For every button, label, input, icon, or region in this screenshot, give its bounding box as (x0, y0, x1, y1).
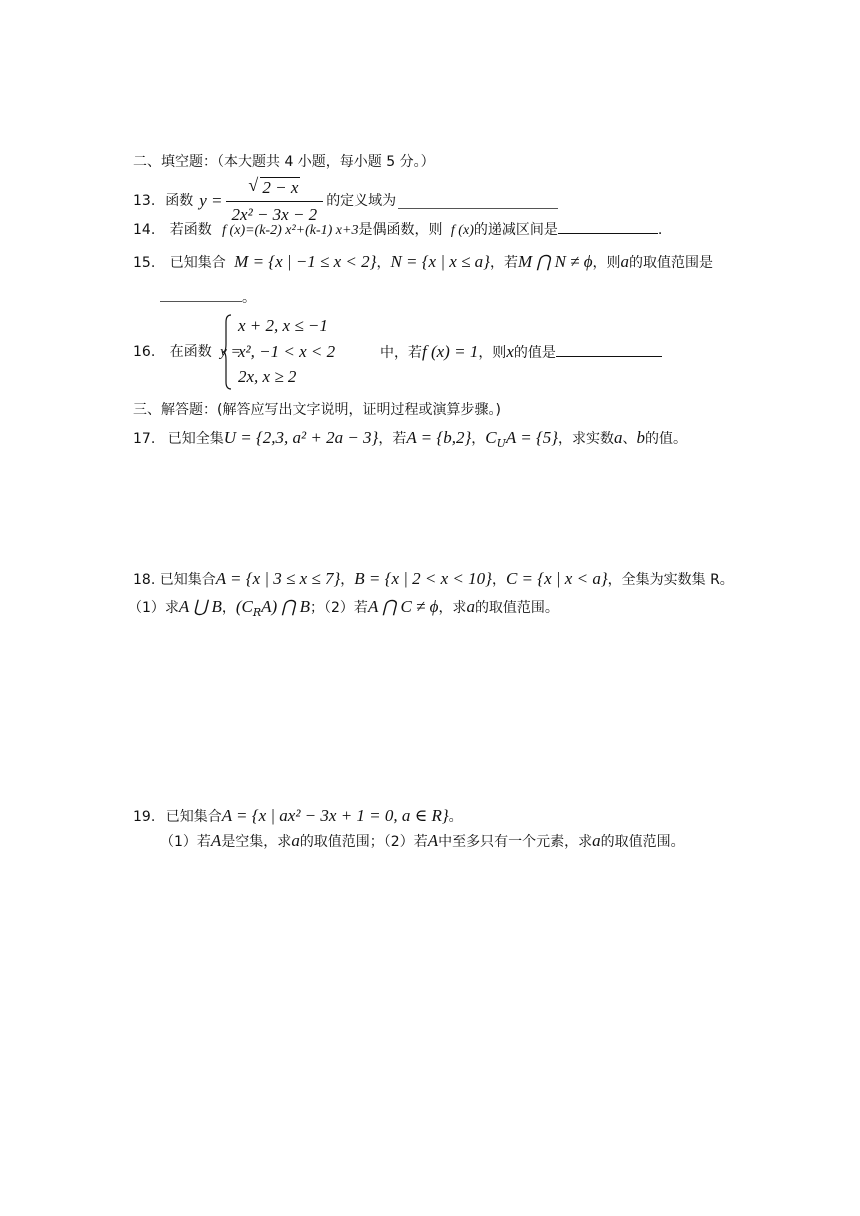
piecewise-case-1: x + 2, x ≤ −1 (238, 316, 328, 335)
question-16-lhs: y = (220, 344, 241, 360)
question-19-part-2b: 中至多只有一个元素，求 (438, 834, 593, 850)
question-15-sep: ， (376, 255, 391, 271)
question-18-sep1: ， (340, 572, 355, 588)
section-2-heading: 二、填空题：（本大题共 4 小题，每小题 5 分。） (133, 154, 435, 170)
question-16-text-c: ，则 (478, 345, 507, 361)
question-17-complement-sub: U (496, 437, 506, 450)
question-16-tail (380, 342, 662, 363)
question-18-number: 18. (133, 572, 156, 588)
question-16-var: x (506, 342, 514, 361)
question-14-formula: f (x)=(k-2) x²+(k-1) x+3 (222, 223, 359, 238)
question-17-complement-rest: A = {5} (505, 428, 559, 447)
question-15-answer-line (160, 287, 256, 308)
question-18-complement: (C (235, 597, 253, 616)
question-16-condition: f (x) = 1 (422, 342, 479, 361)
question-17-text-b: ，若 (378, 431, 407, 447)
question-13-suffix: 的定义域为 (326, 193, 397, 209)
question-15-answer-blank (160, 287, 242, 302)
question-17-var-a: a (614, 428, 623, 447)
question-19-var-a1: a (291, 831, 300, 850)
question-18-part-1: （1）求 (128, 600, 179, 616)
question-17 (133, 428, 687, 454)
question-13-radicand: 2 − x (262, 177, 299, 197)
question-17-number: 17. (133, 431, 156, 447)
question-18-set-c: C = {x | x < a} (505, 569, 608, 588)
question-18-var: a (466, 597, 475, 616)
question-13-number: 13. (133, 193, 156, 209)
piecewise-case-3: 2x, x ≥ 2 (238, 367, 297, 386)
piecewise-brace (222, 314, 232, 390)
question-16-text-a: 在函数 (169, 344, 212, 360)
question-15-number: 15. (133, 255, 156, 271)
section-3-heading: 三、解答题：(解答应写出文字说明，证明过程或演算步骤。) (133, 402, 501, 418)
question-16-answer-blank (556, 342, 662, 357)
question-19 (133, 806, 463, 827)
question-13-denominator: 2x² − 3x − 2 (226, 201, 324, 226)
question-19-var-a2: a (592, 831, 601, 850)
question-14-text-b: 是偶函数，则 (358, 222, 443, 238)
question-19-end: 。 (448, 809, 463, 825)
question-13-lhs: y = (199, 191, 223, 210)
question-18-complement-sub: R (252, 606, 262, 619)
question-17-set-a: A = {b,2} (406, 428, 472, 447)
question-18-sep2: ， (491, 572, 506, 588)
question-19-part-1a: （1）若 (160, 834, 211, 850)
question-13-fraction: √ 2 − x 2x² − 3x − 2 (226, 177, 324, 226)
question-18-text-c: ，求 (438, 600, 467, 616)
question-18-part-2: ；（2）若 (310, 600, 368, 616)
question-17-complement: C (485, 428, 497, 447)
question-18 (133, 569, 734, 590)
question-15-set-n: N = {x | x ≤ a} (390, 252, 490, 271)
question-15-set-m: M = {x | −1 ≤ x < 2} (234, 252, 377, 271)
question-16-text-d: 的值是 (513, 345, 556, 361)
question-17-universe: U = {2,3, a² + 2a − 3} (223, 428, 379, 447)
question-13-prefix: 函数 (165, 193, 194, 209)
question-17-text-a: 已知全集 (167, 431, 224, 447)
question-19-var-A2: A (427, 831, 439, 850)
piecewise-case-2: x², −1 < x < 2 (238, 342, 336, 361)
question-14-fx: f (x) (450, 223, 474, 238)
question-17-text-c: ，求实数 (558, 431, 615, 447)
question-17-var-b: b (636, 428, 646, 447)
question-18-text-b: ，全集为实数集 R。 (607, 572, 734, 588)
question-18-sep3: ， (221, 600, 236, 616)
question-19-part-1b: 是空集，求 (221, 834, 292, 850)
question-15-var: a (620, 252, 630, 271)
question-15-text-b: ，若 (489, 255, 518, 271)
question-13-answer-blank (398, 194, 558, 209)
question-19-var-A1: A (210, 831, 222, 850)
question-17-sep: ， (471, 431, 486, 447)
question-18-complement-rest: A) ⋂ B (261, 597, 311, 616)
question-19-part-2c: 的取值范围。 (600, 834, 685, 850)
question-14-text-c: 的递减区间是 (473, 222, 558, 238)
question-16-number: 16. (133, 344, 156, 360)
question-14 (133, 219, 662, 241)
question-19-part-1c: 的取值范围；（2）若 (299, 834, 428, 850)
question-14-end: . (657, 222, 663, 238)
question-18-condition: A ⋂ C ≠ ϕ (367, 597, 439, 616)
question-17-text-d: 的值。 (645, 431, 688, 447)
question-18-text-d: 的取值范围。 (474, 600, 559, 616)
question-18-text-a: 已知集合 (159, 572, 216, 588)
question-14-text-a: 若函数 (169, 222, 212, 238)
question-14-answer-blank (558, 219, 658, 234)
question-15-text-a: 已知集合 (169, 255, 226, 271)
question-19-set-a: A = {x | ax² − 3x + 1 = 0, a ∈ R} (221, 806, 449, 825)
question-19-number: 19. (133, 809, 156, 825)
question-19-parts (160, 831, 685, 852)
question-18-union: A ⋃ B (178, 597, 222, 616)
question-15-text-c: ，则 (592, 255, 621, 271)
question-19-text-a: 已知集合 (165, 809, 222, 825)
question-15-condition: M ⋂ N ≠ ϕ (517, 252, 593, 271)
question-15-text-d: 的取值范围是 (629, 255, 714, 271)
question-16-text-b: 中，若 (380, 345, 422, 361)
question-18-set-a: A = {x | 3 ≤ x ≤ 7} (215, 569, 341, 588)
question-15-end: 。 (242, 290, 256, 306)
question-18-parts (128, 597, 559, 623)
question-18-set-b: B = {x | 2 < x < 10} (354, 569, 492, 588)
question-17-dun: 、 (622, 431, 637, 447)
question-14-number: 14. (133, 222, 156, 238)
question-15 (133, 252, 713, 273)
